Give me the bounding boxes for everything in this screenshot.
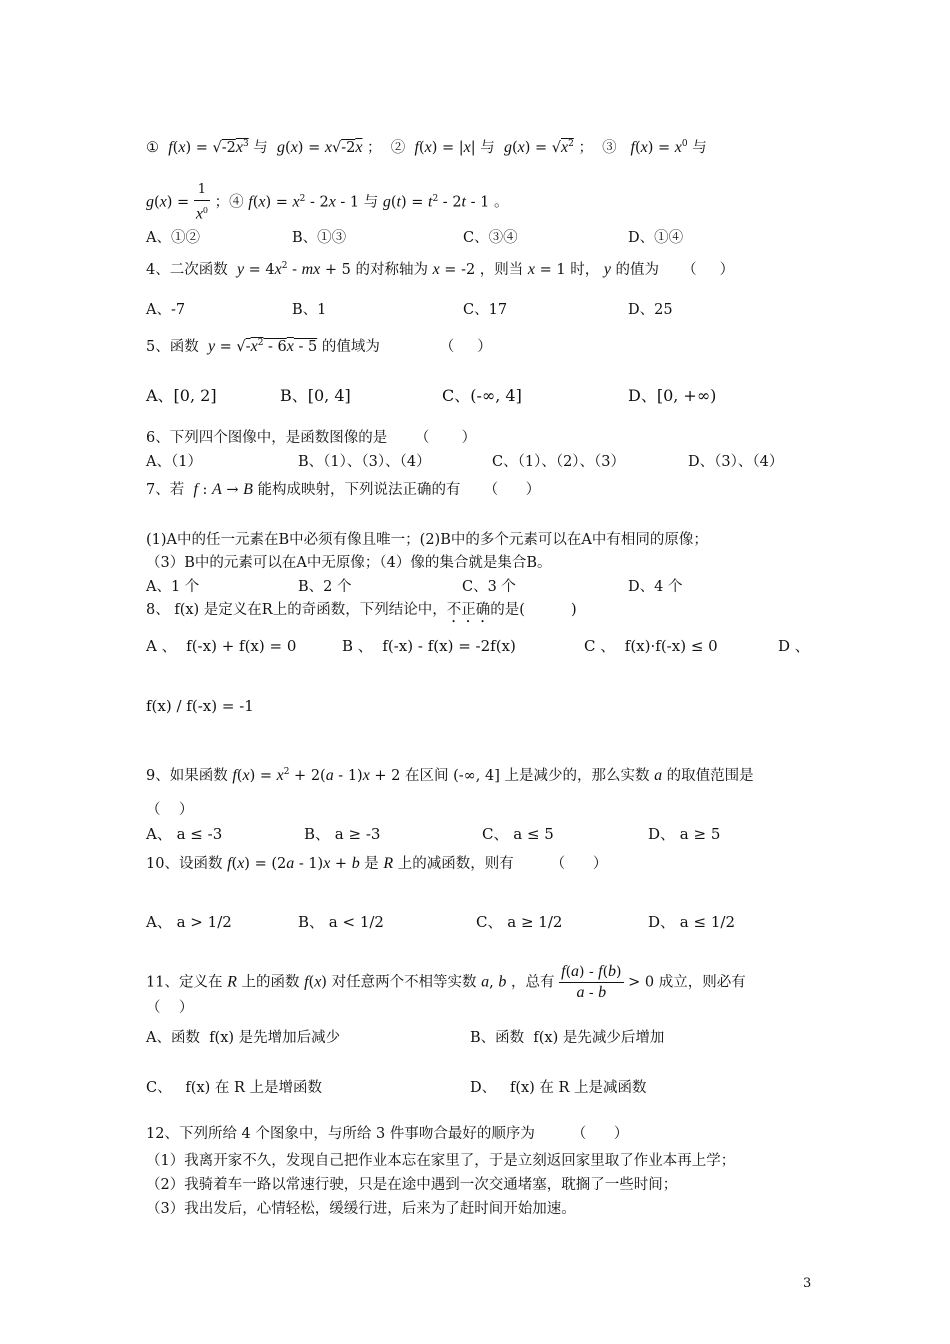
- q12-item-1: （1）我离开家不久，发现自己把作业本忘在家里了，于是立刻返回家里取了作业本再上学；: [146, 1153, 736, 1169]
- q3-options-line-1: ① $f(x) = √-2x^3$ 与 g(x) = x√-2x ； ② f(x) = |x| 与 $g(x) = √x^2$ ； ③ $f(x) = x^0$ 与: [146, 138, 707, 156]
- q9-answer-paren: （ ）: [146, 802, 194, 818]
- q11-choice-a: A、函数 f(x) 是先增加后减少: [146, 1030, 341, 1046]
- q4-choice-c: C、17: [463, 302, 508, 318]
- q5-choice-c: C、(-∞, 4]: [442, 386, 522, 405]
- q11-stem: 11、定义在 R 上的函数 f(x) 对任意两个不相等实数 a, b ，总有 $\frac{f(a) - f(b)}{a - b}$ > 0 成立，则必有: [146, 963, 746, 1001]
- q6-choice-a: A、（1）: [146, 454, 202, 470]
- q9-choice-d: D、 a ≥ 5: [648, 825, 721, 843]
- q10-stem: 10、设函数 f(x) = (2a - 1)x + b 是 R 上的减函数，则有 （ ）: [146, 855, 608, 872]
- q4-choice-b: B、1: [292, 302, 327, 318]
- q7-statement-line-2: （3）B中的元素可以在A中无原像；（4）像的集合就是集合B。: [146, 555, 552, 571]
- q6-choice-b: B、（1）、（3）、（4）: [298, 454, 431, 470]
- q8-stem: 8、 f(x) 是定义在R上的奇函数，下列结论中，不正确的是( ): [146, 602, 577, 618]
- q7-statement-line-1: (1)A中的任一元素在B中必须有像且唯一；(2)B中的多个元素可以在A中有相同的原像；: [146, 532, 708, 548]
- q10-choice-c: C、 a ≥ 1/2: [476, 913, 563, 931]
- q9-stem: 9、如果函数 $f(x) = x^2 + 2(a - 1)x + 2$ 在区间 (-∞, 4] 上是减少的，那么实数 a 的取值范围是: [146, 766, 754, 784]
- q7-choice-d: D、4 个: [628, 579, 683, 595]
- q4-choice-d: D、25: [628, 302, 673, 318]
- q9-choice-c: C、 a ≤ 5: [482, 825, 554, 843]
- q7-stem: 7、若 f : A → B 能构成映射，下列说法正确的有 （ ）: [146, 481, 541, 498]
- q3-choice-a: A、①②: [146, 230, 200, 246]
- q4-stem: 4、二次函数 $y = 4x^2$ - mx + 5 的对称轴为 x = -2 ，则当 x = 1 时， y 的值为 （ ）: [146, 260, 735, 278]
- q5-stem: 5、函数 $y = √-x^2 - 6x - 5$ 的值域为 （ ）: [146, 337, 492, 355]
- q11-choice-d: D、 f(x) 在 R 上是减函数: [470, 1080, 647, 1096]
- q4-choice-a: A、-7: [146, 302, 186, 318]
- q7-choice-c: C、3 个: [462, 579, 516, 595]
- q3-choice-b: B、①③: [292, 230, 347, 246]
- q7-choice-a: A、1 个: [146, 579, 200, 595]
- q8-choice-a: A 、 f(-x) + f(x) = 0: [146, 637, 297, 655]
- q5-choice-a: A、[0, 2]: [146, 386, 217, 405]
- q5-choice-d: D、[0, +∞): [628, 386, 717, 405]
- q12-item-3: （3）我出发后，心情轻松，缓缓行进，后来为了赶时间开始加速。: [146, 1201, 576, 1217]
- q11-choice-c: C、 f(x) 在 R 上是增函数: [146, 1080, 323, 1096]
- q9-choice-a: A、 a ≤ -3: [146, 825, 223, 843]
- q8-choice-d-formula: f(x) / f(-x) = -1: [146, 697, 254, 715]
- q8-choice-c: C 、 f(x)·f(-x) ≤ 0: [584, 637, 718, 655]
- q6-choice-c: C、（1）、（2）、（3）: [492, 454, 626, 470]
- q8-emphasis: 不正确: [446, 602, 491, 618]
- q6-choice-d: D、（3）、（4）: [688, 454, 784, 470]
- q9-choice-b: B、 a ≥ -3: [304, 825, 381, 843]
- q8-choice-b: B 、 f(-x) - f(x) = -2f(x): [342, 637, 516, 655]
- q12-stem: 12、下列所给 4 个图象中，与所给 3 件事吻合最好的顺序为 （ ）: [146, 1126, 629, 1142]
- q10-choice-a: A、 a > 1/2: [146, 913, 232, 931]
- q11-choice-b: B、函数 f(x) 是先减少后增加: [470, 1030, 665, 1046]
- q8-choice-d: D 、: [778, 637, 810, 655]
- q10-choice-d: D、 a ≤ 1/2: [648, 913, 735, 931]
- q12-item-2: （2）我骑着车一路以常速行驶，只是在途中遇到一次交通堵塞，耽搁了一些时间；: [146, 1177, 678, 1193]
- q5-choice-b: B、[0, 4]: [280, 386, 351, 405]
- q6-stem: 6、下列四个图像中，是函数图像的是 （ ）: [146, 430, 477, 446]
- page-number: 3: [803, 1276, 812, 1291]
- q7-choice-b: B、2 个: [298, 579, 352, 595]
- q10-choice-b: B、 a < 1/2: [298, 913, 384, 931]
- q11-answer-paren: （ ）: [146, 1000, 194, 1016]
- q3-options-line-2: g(x) = $\frac{1}{x^0}$ ；④ $f(x) = x^2 - 2x - 1$ 与 $g(t) = t^2 - 2t - 1$ 。: [146, 182, 509, 223]
- q3-choice-c: C、③④: [463, 230, 518, 246]
- q3-choice-d: D、①④: [628, 230, 684, 246]
